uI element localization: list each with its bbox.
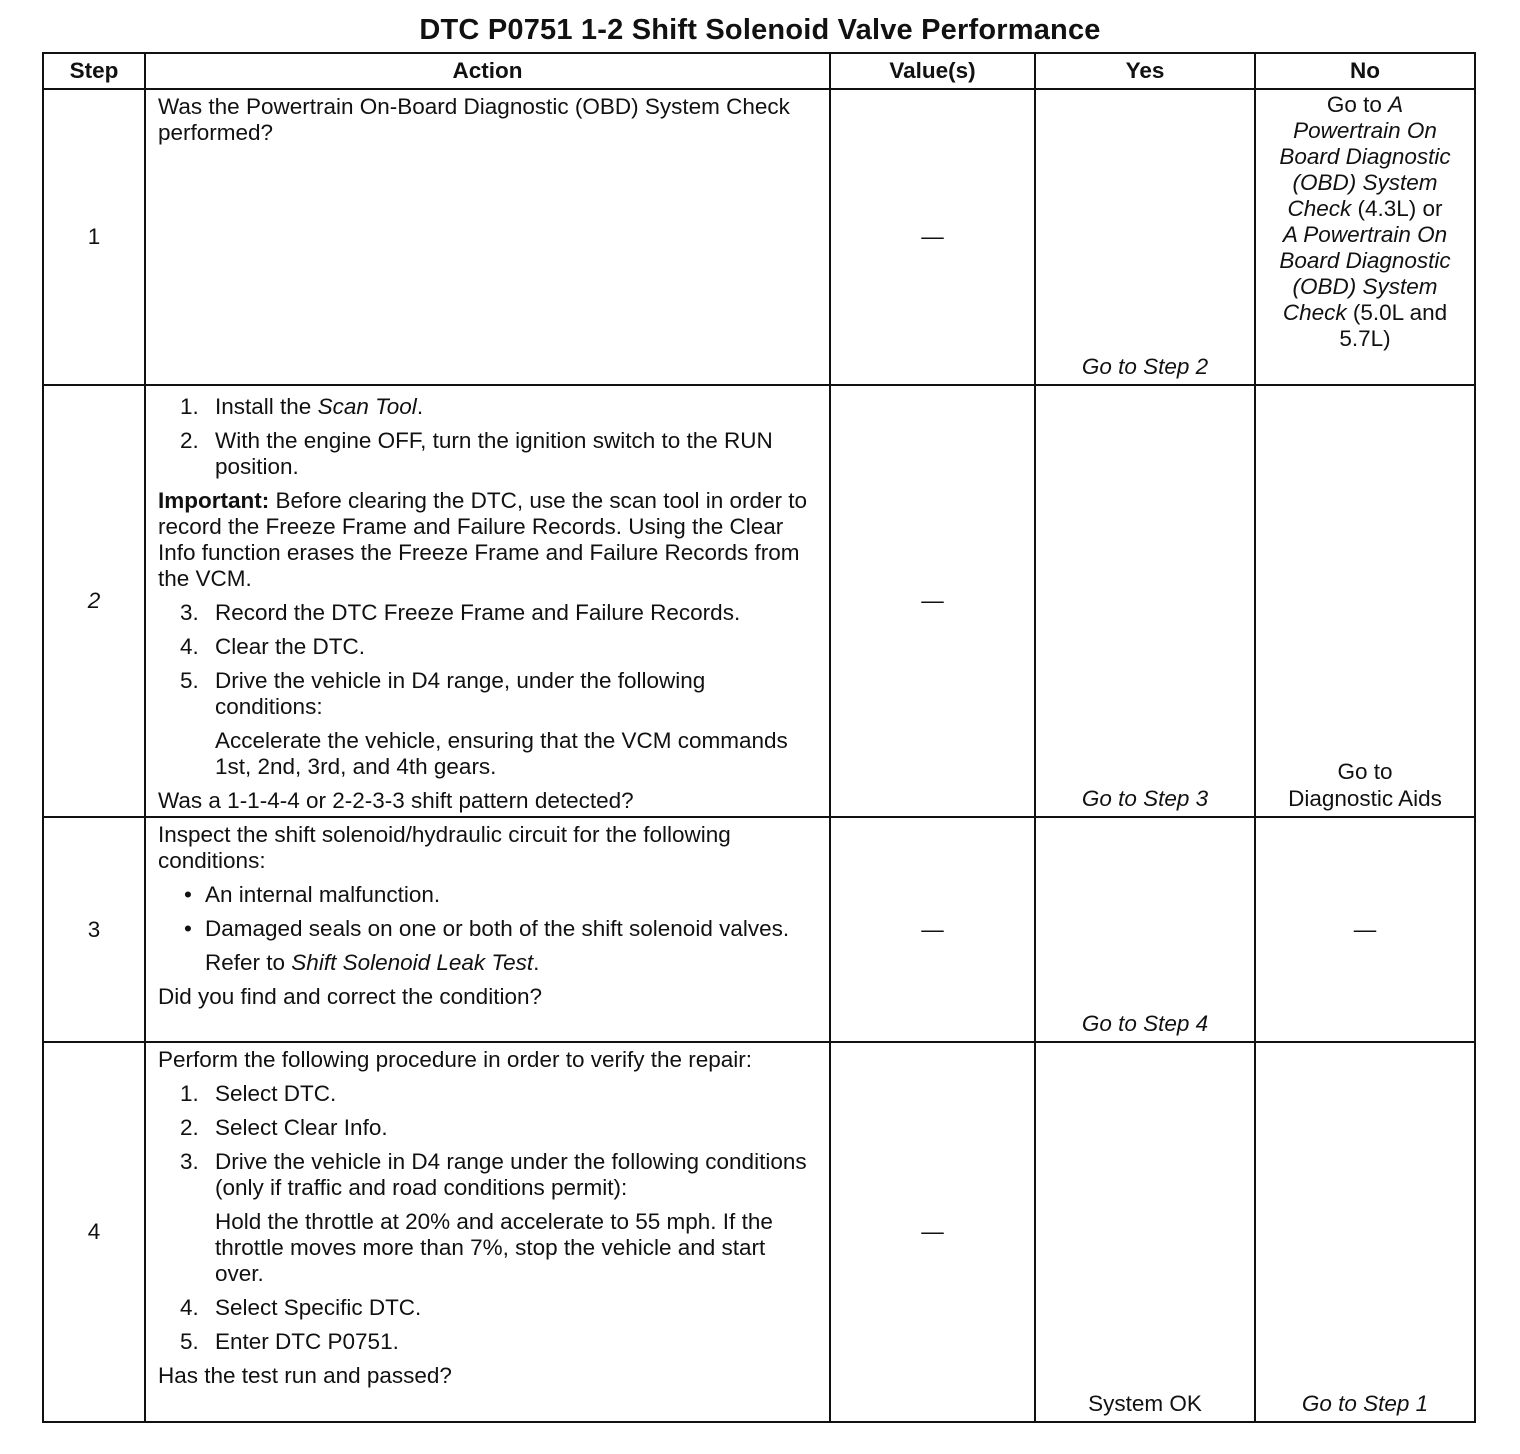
step-number: 4 [43,1042,145,1422]
table-row [43,89,1475,385]
question-text: Was a 1-1-4-4 or 2-2-3-3 shift pattern detected? [158,788,634,813]
action-cell [145,89,830,385]
no-link[interactable]: Go to A Powertrain On Board Diagnostic (OBD) System Check (4.3L) or A Powertrain On Board Diagnostic (OBD) System Check (5.0L and 5.7L) [1279,92,1451,351]
list-item: 5. Enter DTC P0751. [180,1329,399,1354]
list-item: • Damaged seals on one or both of the shift solenoid valves. [158,916,819,942]
step-number: 3 [43,817,145,1042]
list-item: 5. Drive the vehicle in D4 range, under the following conditions: [180,668,706,719]
no-link[interactable]: Go to Diagnostic Aids [1288,759,1442,811]
step-number: 1 [43,89,145,385]
intro-text: Inspect the shift solenoid/hydraulic circuit for the following conditions: [158,822,731,873]
sub-instruction: Hold the throttle at 20% and accelerate to 55 mph. If the throttle moves more than 7%, stop the vehicle and start over. [215,1209,773,1286]
list-item: 1. Install the Scan Tool. [180,394,424,419]
value-cell: — [830,817,1035,1042]
no-cell [1255,89,1475,385]
list-item: 3. Record the DTC Freeze Frame and Failure Records. [180,600,741,625]
yes-link[interactable]: Go to Step 4 [1081,1011,1209,1036]
list-item: 1. Select DTC. [180,1081,337,1106]
question-text: Did you find and correct the condition? [158,984,542,1009]
value-cell: — [830,89,1035,385]
action-cell [145,817,830,1042]
header-values: Value(s) [830,53,1035,89]
header-action: Action [145,53,830,89]
list-item: • An internal malfunction. [158,882,819,908]
list-item: 4. Clear the DTC. [180,634,366,659]
header-no: No [1255,53,1475,89]
page-title: DTC P0751 1-2 Shift Solenoid Valve Performance [419,14,1101,46]
value-cell: — [830,385,1035,817]
table-row [43,817,1475,1042]
list-item: 3. Drive the vehicle in D4 range under the following conditions (only if traffic and road conditions permit): [180,1149,807,1200]
refer-text: Refer to Shift Solenoid Leak Test. [205,950,540,975]
header-row [43,53,1475,89]
table-row [43,385,1475,817]
action-cell [145,1042,830,1422]
important-note: Important: Before clearing the DTC, use the scan tool in order to record the Freeze Frame and Failure Records. Using the Clear Info function erases the Freeze Frame and Failure Records from the VCM. [158,488,808,591]
table-row [43,1042,1475,1422]
no-link[interactable]: Go to Step 1 [1301,1391,1429,1416]
list-item: 2. With the engine OFF, turn the ignition switch to the RUN position. [180,428,773,479]
yes-cell [1035,817,1255,1042]
yes-result: System OK [1088,1391,1202,1416]
no-cell [1255,385,1475,817]
yes-cell [1035,89,1255,385]
header-step: Step [43,53,145,89]
step-number: 2 [43,385,145,817]
no-cell: — [1255,817,1475,1042]
yes-cell [1035,1042,1255,1422]
yes-link[interactable]: Go to Step 2 [1081,354,1209,379]
yes-link[interactable]: Go to Step 3 [1081,786,1209,811]
sub-instruction: Accelerate the vehicle, ensuring that the VCM commands 1st, 2nd, 3rd, and 4th gears. [215,728,788,779]
value-cell: — [830,1042,1035,1422]
diagnostic-table [42,52,1476,1423]
question-text: Has the test run and passed? [158,1363,452,1388]
question-text: Was the Powertrain On-Board Diagnostic (OBD) System Check performed? [158,94,790,145]
no-cell [1255,1042,1475,1422]
list-item: 4. Select Specific DTC. [180,1295,422,1320]
action-cell [145,385,830,817]
yes-cell [1035,385,1255,817]
header-yes: Yes [1035,53,1255,89]
intro-text: Perform the following procedure in order to verify the repair: [158,1047,753,1072]
list-item: 2. Select Clear Info. [180,1115,388,1140]
